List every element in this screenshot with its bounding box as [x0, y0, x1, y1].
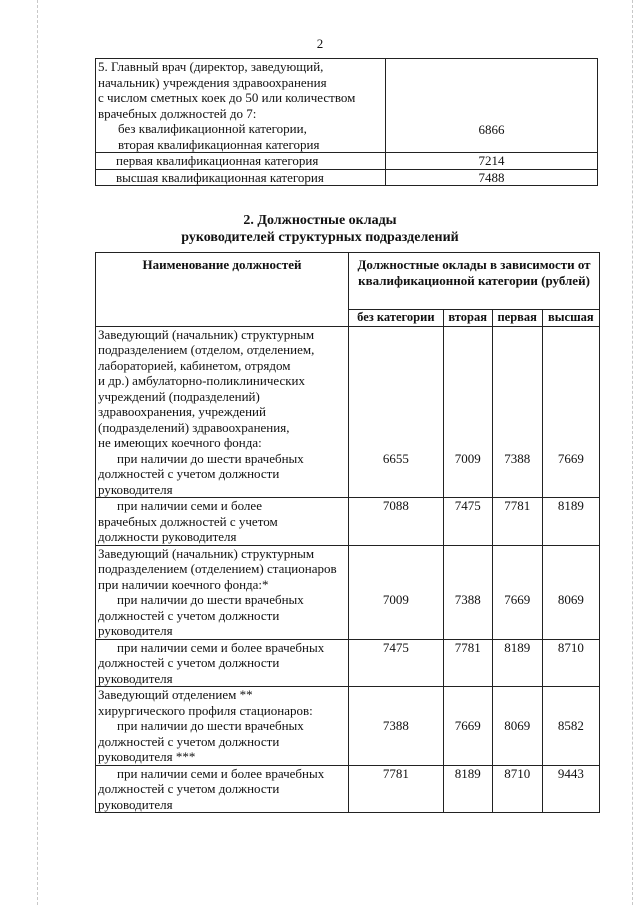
salary-value: 7781: [349, 765, 444, 813]
text-line: при наличии до шести врачебных: [117, 718, 304, 733]
salary-value: 7669: [542, 326, 599, 498]
salary-value: 7781: [443, 639, 492, 687]
table-row: [96, 169, 598, 186]
salary-value: 7475: [443, 498, 492, 546]
column-header-category: без категории: [349, 310, 444, 327]
column-header-category: первая: [492, 310, 542, 327]
page-number: 2: [316, 36, 324, 51]
column-header-category: вторая: [443, 310, 492, 327]
text-line: при наличии коечного фонда:*: [98, 576, 269, 592]
text-line: врачебных должностей до 7:: [98, 105, 257, 121]
text-line: при наличии до шести врачебных: [117, 450, 304, 466]
position-cell: [96, 545, 349, 639]
salary-value: 8189: [492, 639, 542, 687]
position-cell: [96, 765, 349, 813]
salary-value: 7009: [443, 326, 492, 498]
salary-value: 7475: [349, 639, 444, 687]
salary-value: 9443: [542, 765, 599, 813]
section-title: [0, 212, 640, 246]
salary-value: 7214: [386, 153, 598, 170]
column-header-salary-group: Должностные оклады в зависимости от квалификационной категории (рублей): [349, 253, 600, 310]
text-line: 5. Главный врач (директор, заведующий,: [98, 59, 324, 74]
scan-edge-right: [632, 0, 634, 905]
text-line: руководителя: [98, 623, 173, 638]
text-line: должностей с учетом должности: [98, 607, 280, 623]
salary-value: 7009: [349, 545, 444, 639]
position-cell: [96, 59, 386, 153]
table-row: [96, 687, 600, 766]
salary-value: 7488: [386, 169, 598, 186]
text-line: (подразделений) здравоохранения,: [98, 419, 290, 435]
scan-edge-left: [37, 0, 39, 905]
position-cell: [96, 639, 349, 687]
table-row: [96, 765, 600, 813]
text-line: руководителя: [98, 796, 173, 812]
text-line: при наличии семи и более врачебных: [117, 639, 325, 655]
header-row: [96, 253, 600, 310]
text-line: должностей с учетом должности: [98, 466, 280, 481]
salary-value: 6655: [349, 326, 444, 498]
department-heads-salary-table: [95, 252, 600, 813]
text-line: Заведующий (начальник) структурным: [98, 326, 315, 342]
salary-value: 8069: [492, 687, 542, 766]
position-cell: высшая квалификационная категория: [96, 169, 386, 186]
position-cell: [96, 498, 349, 546]
table-row: [96, 153, 598, 170]
position-cell: [96, 326, 349, 498]
text-line: не имеющих коечного фонда:: [98, 435, 262, 450]
text-line: хирургического профиля стационаров:: [98, 702, 313, 718]
text-line: должности руководителя: [98, 529, 237, 544]
text-line: должностей с учетом должности: [98, 733, 280, 749]
column-header-category: высшая: [542, 310, 599, 327]
position-cell: [96, 687, 349, 766]
text-line: должностей с учетом должности: [98, 655, 280, 670]
salary-value: 8189: [443, 765, 492, 813]
text-line: учреждений (подразделений): [98, 388, 260, 404]
text-line: без квалификационной категории,: [118, 121, 307, 136]
text-line: вторая квалификационная категория: [118, 136, 320, 152]
text-line: при наличии семи и более врачебных: [117, 765, 325, 781]
text-line: здравоохранения, учреждений: [98, 404, 266, 419]
text-line: при наличии семи и более: [117, 498, 262, 513]
salary-value: 6866: [386, 59, 598, 153]
text-line: должностей с учетом должности: [98, 781, 280, 796]
text-line: и др.) амбулаторно-поликлинических: [98, 373, 305, 388]
text-line: руководителя: [98, 670, 173, 686]
text-line: Заведующий (начальник) структурным: [98, 545, 315, 561]
salary-value: 7669: [492, 545, 542, 639]
text-line: руководителя ***: [98, 749, 196, 764]
section-title-line: руководителей структурных подразделений: [181, 230, 459, 245]
text-line: при наличии до шести врачебных: [117, 592, 304, 607]
text-line: начальник) учреждения здравоохранения: [98, 74, 327, 90]
table-row: [96, 498, 600, 546]
salary-value: 7388: [492, 326, 542, 498]
position-cell: первая квалификационная категория: [96, 153, 386, 170]
salary-value: 7388: [443, 545, 492, 639]
salary-value: 7388: [349, 687, 444, 766]
table-row: [96, 545, 600, 639]
text-line: руководителя: [98, 481, 173, 497]
salary-value: 8069: [542, 545, 599, 639]
salary-value: 7781: [492, 498, 542, 546]
text-line: с числом сметных коек до 50 или количеством: [98, 90, 356, 105]
section-title-line: 2. Должностные оклады: [243, 213, 397, 228]
salary-value: 7088: [349, 498, 444, 546]
column-header-position: Наименование должностей: [96, 253, 349, 327]
salary-value: 7669: [443, 687, 492, 766]
text-line: подразделением (отделением) стационаров: [98, 561, 337, 576]
text-line: Заведующий отделением **: [98, 687, 253, 702]
head-physician-salary-table: [95, 58, 598, 186]
table-row: [96, 639, 600, 687]
text-line: лабораторией, кабинетом, отрядом: [98, 357, 291, 373]
text-line: врачебных должностей с учетом: [98, 513, 278, 529]
table-row: [96, 326, 600, 498]
salary-value: 8710: [492, 765, 542, 813]
salary-value: 8710: [542, 639, 599, 687]
salary-value: 8582: [542, 687, 599, 766]
table-row: [96, 59, 598, 153]
salary-value: 8189: [542, 498, 599, 546]
text-line: подразделением (отделом, отделением,: [98, 342, 315, 357]
